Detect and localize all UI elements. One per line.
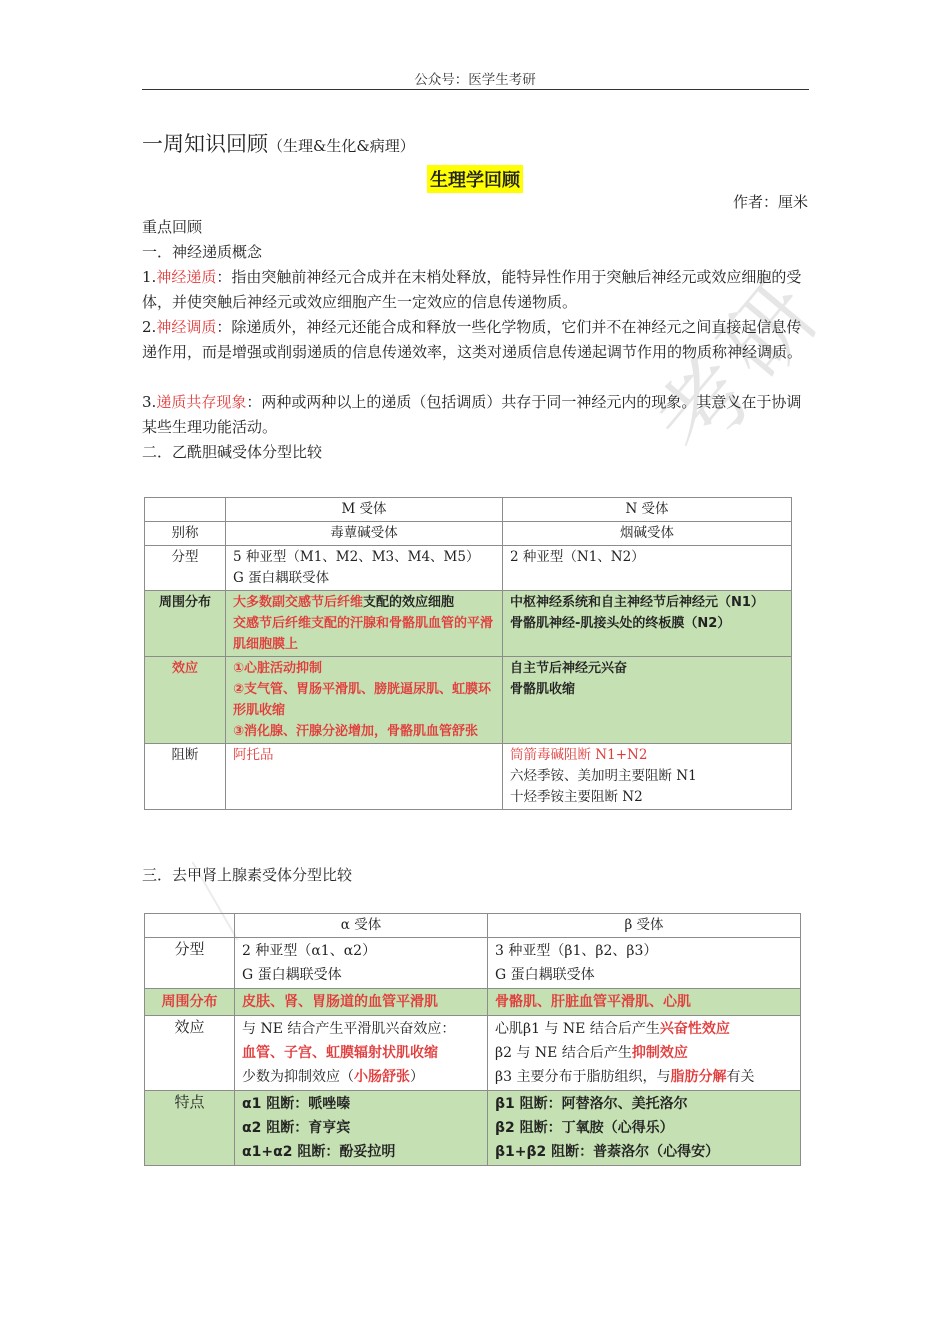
table-row — [145, 657, 792, 744]
cell-m-distribution — [226, 591, 503, 657]
cell-line — [495, 1065, 793, 1089]
cell-alpha-effect — [235, 1016, 488, 1091]
row-label-subtype: 分型 — [145, 546, 226, 591]
table-cell-empty — [145, 914, 235, 938]
highlight-text: 兴奋性效应 — [659, 1021, 730, 1037]
cell-line: G 蛋白耦联受体 — [233, 570, 330, 586]
page-header: 公众号：医学生考研 — [414, 72, 536, 88]
cell-text: β2 与 NE 结合后产生 — [495, 1045, 632, 1061]
author: 作者：厘米 — [732, 193, 808, 211]
section-3-heading: 三．去甲肾上腺素受体分型比较 — [142, 866, 353, 884]
cell-line: 十烃季铵主要阻断 N2 — [510, 789, 643, 805]
p2-text: ：除递质外，神经元还能合成和释放一些化学物质，它们并不在神经元之间直接起信息传递作用，而是增强或削弱递质的信息传递效率，这类对递质信息传递起调节作用的物质称神经调质。 — [142, 318, 803, 361]
cell-line: 筒箭毒碱阻断 N1+N2 — [510, 747, 648, 763]
table-row — [145, 546, 792, 591]
cell-line: α2 阻断：育亨宾 — [242, 1120, 351, 1136]
paragraph-neuromodulator — [142, 315, 810, 365]
table-row — [145, 989, 801, 1016]
doc-title-subtitle: （生理&生化&病理） — [268, 137, 415, 155]
p3-num: 3. — [142, 393, 157, 411]
key-review: 重点回顾 — [142, 218, 203, 236]
section-1-heading: 一．神经递质概念 — [142, 243, 263, 261]
column-header-alpha: α 受体 — [235, 914, 488, 938]
cell-line: 骨骼肌神经-肌接头处的终板膜（N2） — [510, 616, 731, 631]
cell-beta-distribution: 骨骼肌、肝脏血管平滑肌、心肌 — [488, 989, 801, 1016]
doc-title-main: 一周知识回顾 — [142, 132, 268, 156]
cell-line: β1+β2 阻断：普萘洛尔（心得安） — [495, 1144, 720, 1160]
table-row — [145, 522, 792, 546]
p2-term: 神经调质 — [156, 318, 217, 336]
column-header-m: M 受体 — [226, 498, 503, 522]
table-row — [145, 1016, 801, 1091]
watermark-text: 考研 — [636, 255, 846, 476]
cell-text: 心肌β1 与 NE 结合后产生 — [495, 1021, 660, 1037]
section-title: 生理学回顾 — [427, 165, 523, 193]
cell-m-blocker: 阿托品 — [226, 744, 503, 810]
cell-m-effect — [226, 657, 503, 744]
cell-line — [495, 1041, 793, 1065]
cell-line: β1 阻断：阿替洛尔、美托洛尔 — [495, 1096, 688, 1112]
table-row — [145, 591, 792, 657]
cell-line: ②支气管、胃肠平滑肌、膀胱逼尿肌、虹膜环形肌收缩 — [233, 682, 492, 718]
cell-alpha-distribution: 皮肤、肾、胃肠道的血管平滑肌 — [235, 989, 488, 1016]
cell-line: β2 阻断：丁氧胺（心得乐） — [495, 1120, 674, 1136]
row-label-effect: 效应 — [145, 1016, 235, 1091]
ne-receptor-table — [144, 913, 801, 1166]
cell-line: 2 种亚型（α1、α2） — [242, 943, 377, 959]
cell-line: 六烃季铵、美加明主要阻断 N1 — [510, 768, 697, 784]
cell-line: 交感节后纤维支配的汗腺和骨骼肌血管的平滑肌细胞膜上 — [233, 616, 494, 652]
row-label-feature: 特点 — [145, 1091, 235, 1166]
ach-receptor-table — [144, 497, 792, 810]
paragraph-coexistence — [142, 390, 810, 440]
cell-line: 骨骼肌收缩 — [510, 682, 576, 697]
cell-beta-subtype — [488, 938, 801, 989]
cell-m-alias: 毒蕈碱受体 — [226, 522, 503, 546]
cell-n-distribution — [503, 591, 792, 657]
table-row — [145, 1091, 801, 1166]
row-label-distribution: 周围分布 — [145, 989, 235, 1016]
cell-line: 5 种亚型（M1、M2、M3、M4、M5） — [233, 549, 480, 565]
paragraph-neurotransmitter — [142, 265, 810, 315]
cell-line: ③消化腺、汗腺分泌增加，骨骼肌血管舒张 — [233, 724, 479, 739]
table-row — [145, 744, 792, 810]
cell-line — [495, 1017, 793, 1041]
cell-alpha-subtype — [235, 938, 488, 989]
cell-line — [233, 592, 495, 613]
doc-title — [142, 128, 415, 158]
p1-num: 1. — [142, 268, 157, 286]
highlight-text: 大多数副交感节后纤维 — [233, 595, 364, 610]
cell-n-subtype — [503, 546, 792, 591]
table-row — [145, 498, 792, 522]
cell-line: 3 种亚型（β1、β2、β3） — [495, 943, 658, 959]
column-header-beta: β 受体 — [488, 914, 801, 938]
header-rule — [142, 89, 809, 90]
highlight-text: 抑制效应 — [631, 1045, 688, 1061]
highlight-text: 脂肪分解 — [670, 1069, 727, 1085]
p2-num: 2. — [142, 318, 157, 336]
cell-line: α1+α2 阻断：酚妥拉明 — [242, 1144, 396, 1160]
cell-text: ） — [410, 1069, 424, 1085]
section-2-heading: 二．乙酰胆碱受体分型比较 — [142, 443, 323, 461]
row-label-distribution: 周围分布 — [145, 591, 226, 657]
cell-n-effect — [503, 657, 792, 744]
cell-line: 2 种亚型（N1、N2） — [510, 549, 645, 565]
cell-m-subtype — [226, 546, 503, 591]
cell-line: G 蛋白耦联受体 — [495, 967, 595, 983]
cell-n-alias: 烟碱受体 — [503, 522, 792, 546]
row-label-effect: 效应 — [145, 657, 226, 744]
cell-line: 血管、子宫、虹膜辐射状肌收缩 — [242, 1045, 438, 1061]
p3-term: 递质共存现象 — [156, 393, 247, 411]
column-header-n: N 受体 — [503, 498, 792, 522]
row-label-blocker: 阻断 — [145, 744, 226, 810]
cell-text: β3 主要分布于脂肪组织，与 — [495, 1069, 671, 1085]
cell-text: 支配的效应细胞 — [363, 595, 455, 610]
cell-line: G 蛋白耦联受体 — [242, 967, 342, 983]
cell-line: α1 阻断：哌唑嗪 — [242, 1096, 351, 1112]
row-label-subtype: 分型 — [145, 938, 235, 989]
row-label-alias: 别称 — [145, 522, 226, 546]
cell-beta-effect — [488, 1016, 801, 1091]
section-title-row — [0, 165, 950, 193]
highlight-text: 小肠舒张 — [354, 1069, 410, 1085]
cell-alpha-feature — [235, 1091, 488, 1166]
p1-text: ：指由突触前神经元合成并在末梢处释放，能特异性作用于突触后神经元或效应细胞的受体，并使突触后神经元或效应细胞产生一定效应的信息传递物质。 — [142, 268, 802, 311]
cell-line: 自主节后神经元兴奋 — [510, 661, 628, 676]
cell-text: 有关 — [726, 1069, 755, 1085]
p3-text: ：两种或两种以上的递质（包括调质）共存于同一神经元内的现象。其意义在于协调某些生理功能活动。 — [142, 393, 802, 436]
cell-n-blocker — [503, 744, 792, 810]
p1-term: 神经递质 — [156, 268, 217, 286]
table-row — [145, 938, 801, 989]
cell-line: ①心脏活动抑制 — [233, 661, 323, 676]
cell-line: 中枢神经系统和自主神经节后神经元（N1） — [510, 595, 764, 610]
cell-line — [242, 1065, 480, 1089]
table-cell-empty — [145, 498, 226, 522]
cell-text: 少数为抑制效应（ — [242, 1069, 354, 1085]
table-row — [145, 914, 801, 938]
cell-line: 与 NE 结合产生平滑肌兴奋效应： — [242, 1021, 456, 1037]
cell-beta-feature — [488, 1091, 801, 1166]
